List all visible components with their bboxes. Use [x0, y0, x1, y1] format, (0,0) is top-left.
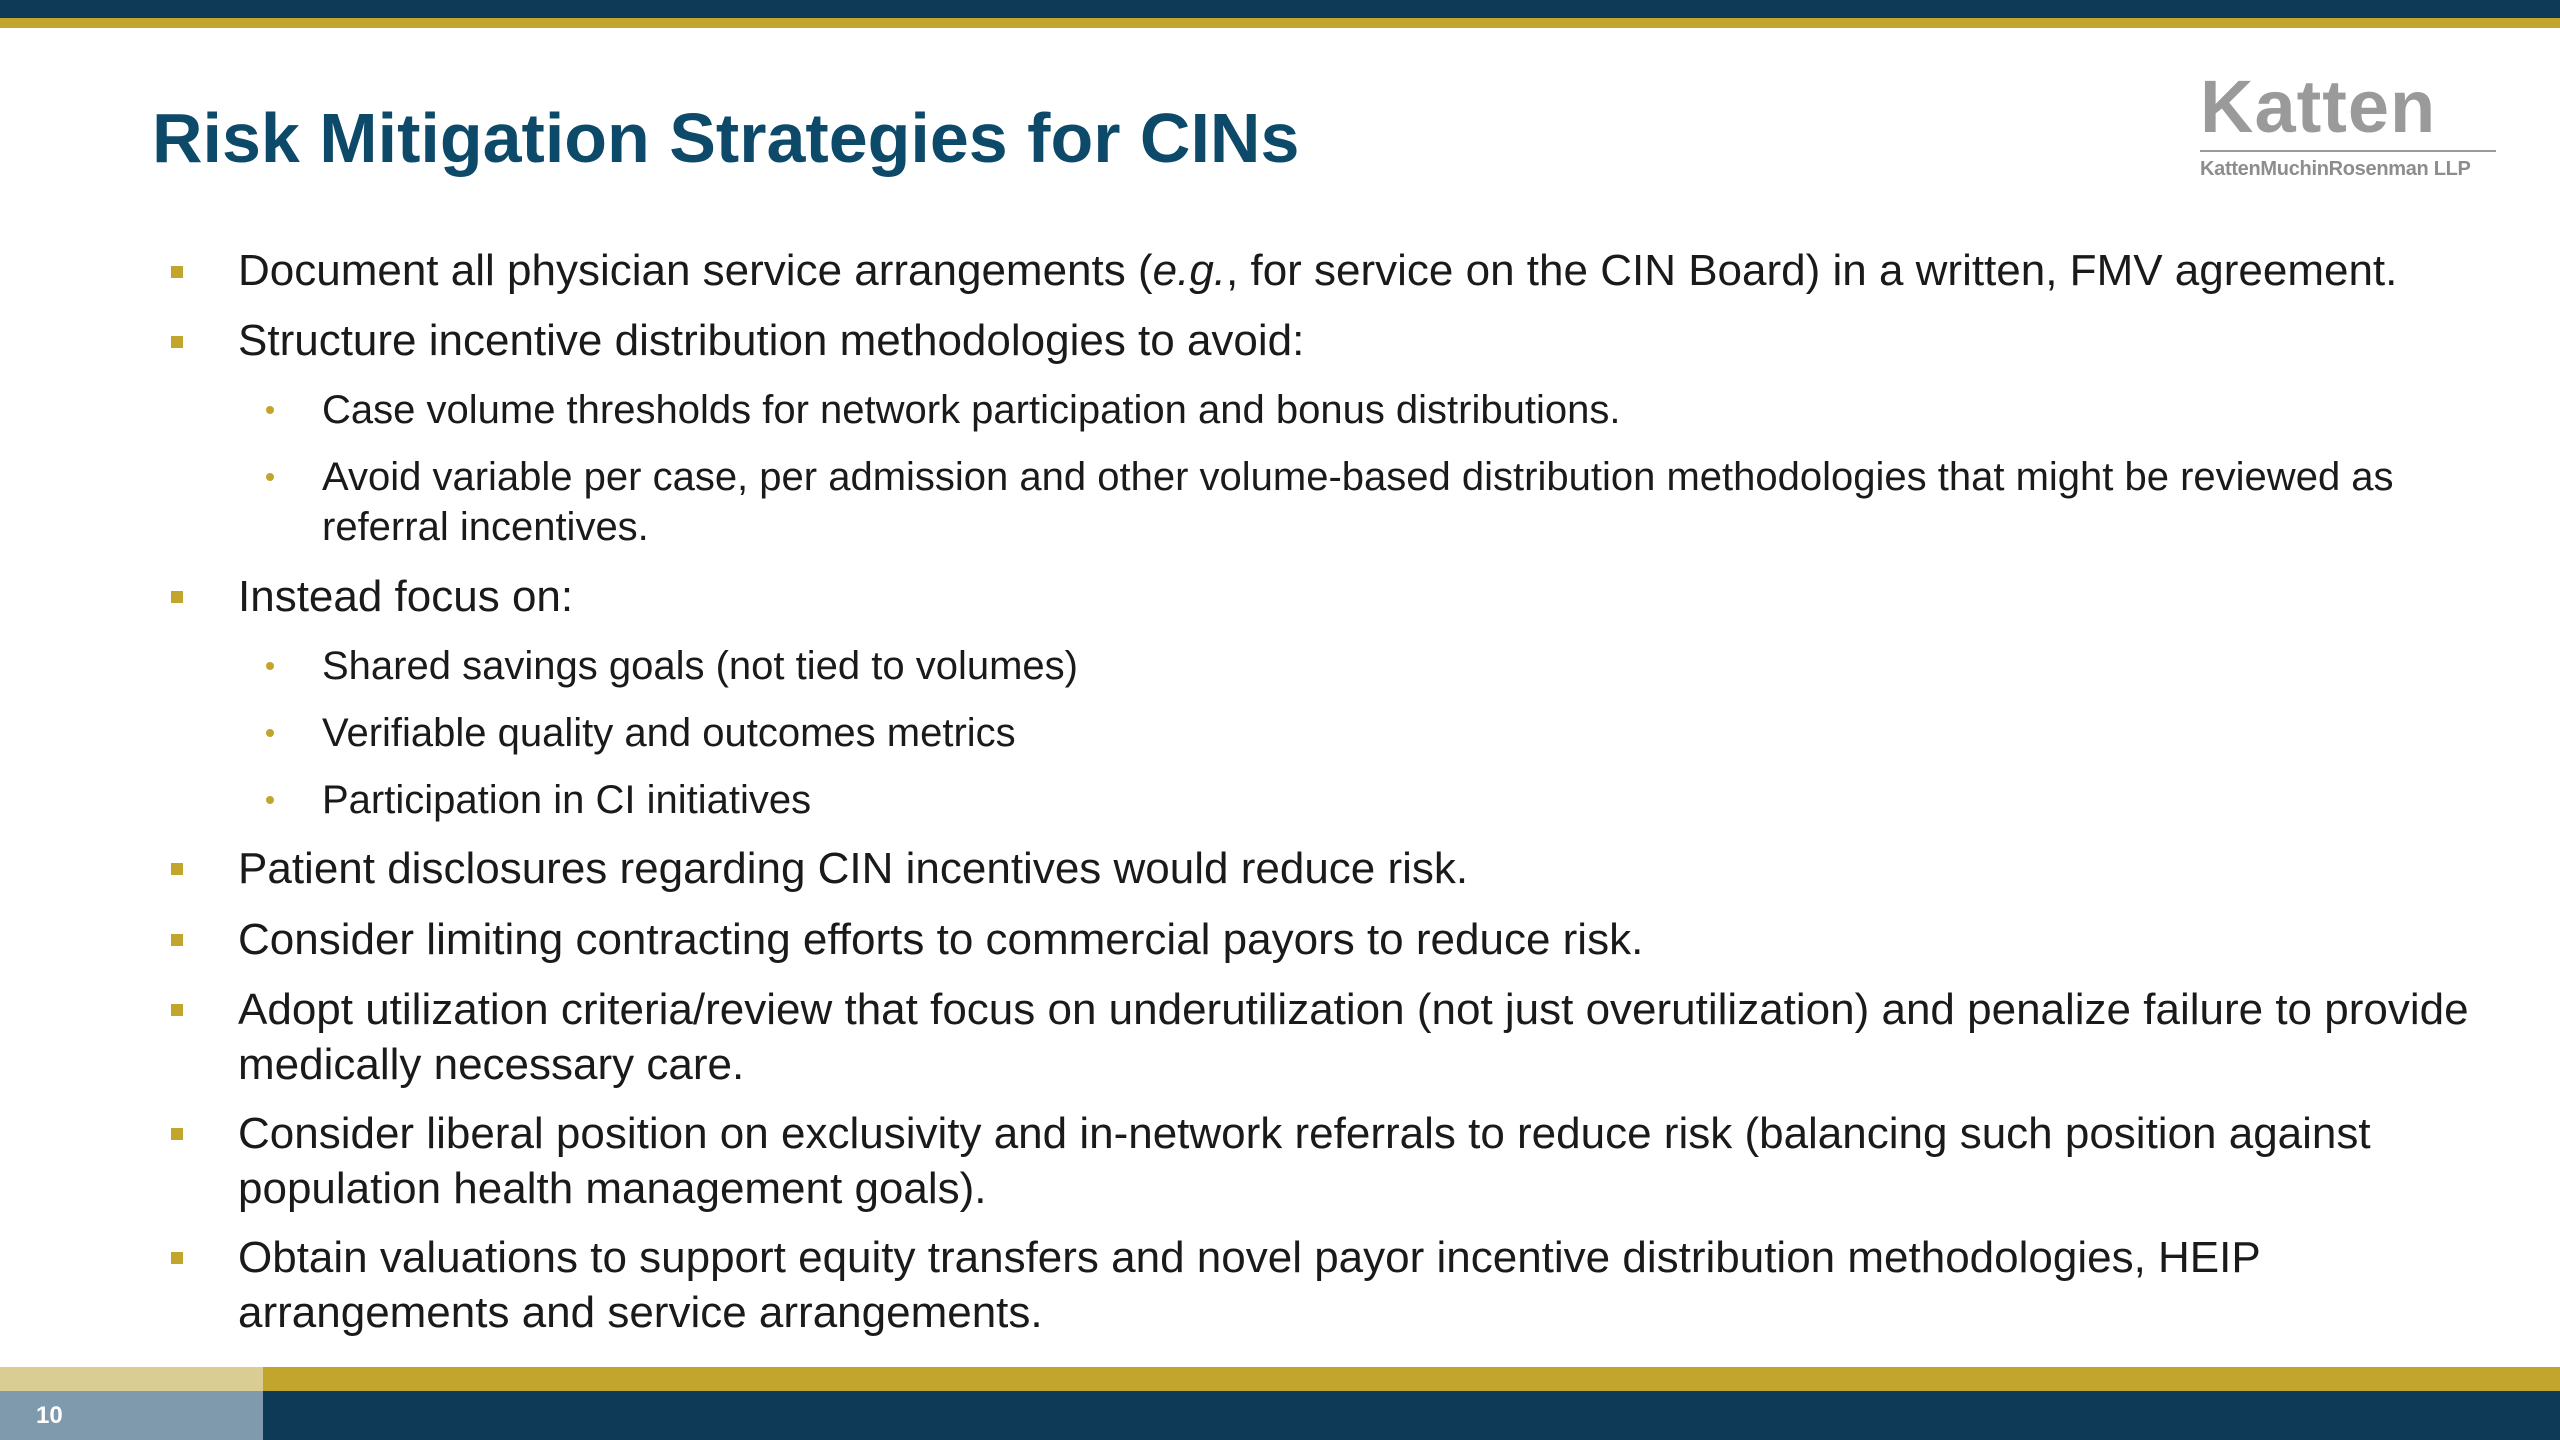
dot-bullet-icon — [266, 662, 274, 670]
bullet-text: Document all physician service arrangements ( — [238, 246, 1153, 295]
square-bullet-icon — [171, 1004, 183, 1016]
logo-firm-name: KattenMuchinRosenman LLP — [2200, 158, 2471, 180]
page-tab-accent — [0, 1367, 263, 1391]
bullet-item: Instead focus on: — [238, 572, 574, 621]
logo-wordmark: Katten — [2200, 65, 2437, 148]
square-bullet-icon — [171, 336, 183, 348]
bullet-item: Consider liberal position on exclusivity and in-network referrals to reduce risk (balancing such position against population health management goals). — [238, 1109, 2371, 1213]
sub-bullet-item: Case volume thresholds for network participation and bonus distributions. — [322, 388, 1621, 432]
sub-bullet-item: Verifiable quality and outcomes metrics — [322, 711, 1016, 755]
dot-bullet-icon — [266, 473, 274, 481]
sub-bullet-item: Shared savings goals (not tied to volumes) — [322, 644, 1078, 688]
bullet-text: , for service on the CIN Board) in a written, FMV agreement. — [1226, 246, 2398, 295]
square-bullet-icon — [171, 1252, 183, 1264]
bullet-item: Obtain valuations to support equity transfers and novel payor incentive distribution methodologies, HEIP arrangements and service arrangements. — [238, 1233, 2260, 1337]
bullet-item: Adopt utilization criteria/review that focus on underutilization (not just overutilization) and penalize failure to provide medically necessary care. — [238, 985, 2469, 1089]
square-bullet-icon — [171, 1128, 183, 1140]
bullet-item: Structure incentive distribution methodologies to avoid: — [238, 316, 1305, 365]
square-bullet-icon — [171, 266, 183, 278]
bottom-gold-band — [0, 1367, 2560, 1391]
bullet-item: Patient disclosures regarding CIN incentives would reduce risk. — [238, 844, 1469, 893]
square-bullet-icon — [171, 863, 183, 875]
bullet-item: Consider limiting contracting efforts to commercial payors to reduce risk. — [238, 915, 1644, 964]
dot-bullet-icon — [266, 406, 274, 414]
page-number: 10 — [36, 1402, 63, 1429]
sub-bullet-item: Avoid variable per case, per admission and other volume-based distribution methodologies that might be reviewed as referral incentives. — [322, 455, 2394, 549]
square-bullet-icon — [171, 934, 183, 946]
bullet-item — [238, 243, 2488, 298]
bottom-navy-band — [0, 1391, 2560, 1440]
square-bullet-icon — [171, 591, 183, 603]
dot-bullet-icon — [266, 796, 274, 804]
dot-bullet-icon — [266, 729, 274, 737]
bullet-emphasis: e.g. — [1152, 246, 1227, 295]
slide-title: Risk Mitigation Strategies for CINs — [152, 99, 1300, 177]
sub-bullet-item: Participation in CI initiatives — [322, 778, 812, 822]
